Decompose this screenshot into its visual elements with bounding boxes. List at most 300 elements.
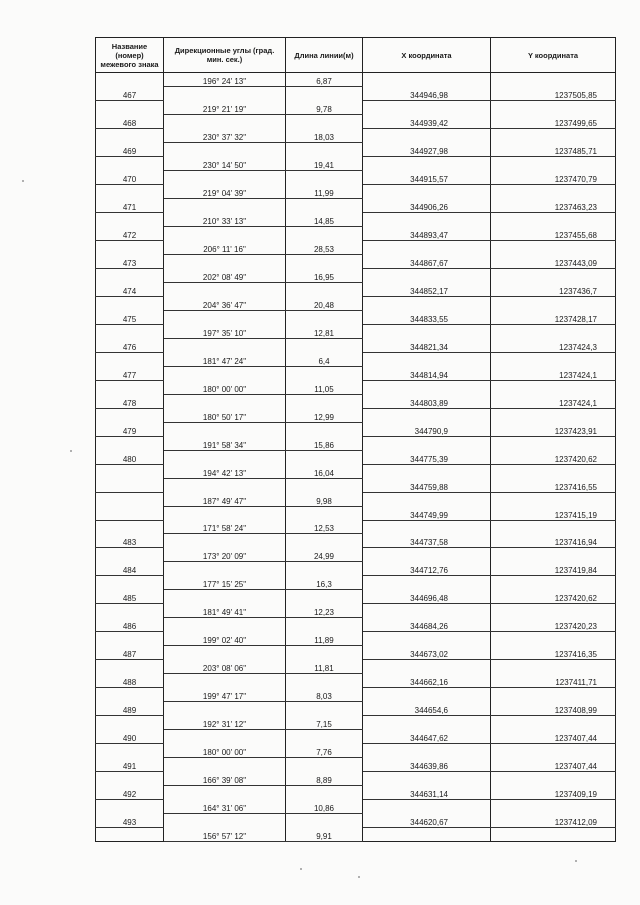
direction-angle-cell	[164, 506, 286, 520]
boundary-point-row	[96, 310, 616, 324]
table-header-row	[96, 38, 616, 73]
x-coordinate-cell: 344852,17	[363, 283, 491, 297]
line-length-cell: 6,87	[286, 73, 363, 87]
segment-row	[96, 464, 616, 478]
mark-number-cell	[96, 506, 164, 520]
y-coordinate-cell: 1237499,65	[491, 115, 616, 129]
header-y: Y координата	[491, 38, 616, 73]
line-length-cell	[286, 115, 363, 129]
mark-number-cell	[96, 744, 164, 758]
x-coordinate-cell	[363, 520, 491, 534]
direction-angle-cell: 199° 02' 40"	[164, 632, 286, 646]
x-coordinate-cell	[363, 660, 491, 674]
direction-angle-cell: 192° 31' 12"	[164, 716, 286, 730]
scan-speck	[70, 450, 72, 452]
segment-row	[96, 520, 616, 534]
x-coordinate-cell: 344759,88	[363, 478, 491, 492]
boundary-point-row	[96, 785, 616, 799]
mark-number-cell	[96, 604, 164, 618]
y-coordinate-cell	[491, 688, 616, 702]
line-length-cell	[286, 310, 363, 324]
y-coordinate-cell	[491, 771, 616, 785]
direction-angle-cell: 180° 00' 00"	[164, 380, 286, 394]
y-coordinate-cell	[491, 129, 616, 143]
direction-angle-cell	[164, 646, 286, 660]
x-coordinate-cell: 344620,67	[363, 813, 491, 827]
y-coordinate-cell: 1237423,91	[491, 422, 616, 436]
direction-angle-cell: 171° 58' 24"	[164, 520, 286, 534]
scan-speck	[575, 860, 577, 862]
line-length-cell	[286, 534, 363, 548]
direction-angle-cell: 191° 58' 34"	[164, 436, 286, 450]
direction-angle-cell	[164, 310, 286, 324]
line-length-cell: 16,95	[286, 269, 363, 283]
y-coordinate-cell	[491, 799, 616, 813]
boundary-point-row	[96, 394, 616, 408]
x-coordinate-cell: 344749,99	[363, 506, 491, 520]
boundary-point-row	[96, 283, 616, 297]
mark-number-cell: 487	[96, 646, 164, 660]
segment-row	[96, 827, 616, 841]
x-coordinate-cell	[363, 380, 491, 394]
boundary-point-row	[96, 450, 616, 464]
line-length-cell: 16,3	[286, 576, 363, 590]
line-length-cell: 7,15	[286, 716, 363, 730]
y-coordinate-cell	[491, 241, 616, 255]
y-coordinate-cell: 1237408,99	[491, 702, 616, 716]
direction-angle-cell: 197° 35' 10"	[164, 324, 286, 338]
line-length-cell	[286, 730, 363, 744]
x-coordinate-cell: 344684,26	[363, 618, 491, 632]
direction-angle-cell: 230° 14' 50"	[164, 157, 286, 171]
y-coordinate-cell: 1237463,23	[491, 199, 616, 213]
line-length-cell	[286, 646, 363, 660]
line-length-cell: 12,53	[286, 520, 363, 534]
direction-angle-cell	[164, 785, 286, 799]
line-length-cell	[286, 674, 363, 688]
line-length-cell: 10,86	[286, 799, 363, 813]
segment-row	[96, 632, 616, 646]
y-coordinate-cell: 1237485,71	[491, 143, 616, 157]
x-coordinate-cell: 344712,76	[363, 562, 491, 576]
line-length-cell: 15,86	[286, 436, 363, 450]
mark-number-cell	[96, 576, 164, 590]
y-coordinate-cell	[491, 73, 616, 87]
y-coordinate-cell: 1237436,7	[491, 283, 616, 297]
mark-number-cell	[96, 269, 164, 283]
direction-angle-cell	[164, 87, 286, 101]
mark-number-cell: 479	[96, 422, 164, 436]
segment-row	[96, 73, 616, 87]
direction-angle-cell	[164, 366, 286, 380]
boundary-point-row	[96, 618, 616, 632]
mark-number-cell	[96, 241, 164, 255]
direction-angle-cell	[164, 450, 286, 464]
mark-number-cell: 492	[96, 785, 164, 799]
segment-row	[96, 269, 616, 283]
x-coordinate-cell	[363, 269, 491, 283]
x-coordinate-cell	[363, 297, 491, 311]
y-coordinate-cell: 1237415,19	[491, 506, 616, 520]
mark-number-cell	[96, 548, 164, 562]
line-length-cell: 12,81	[286, 324, 363, 338]
segment-row	[96, 436, 616, 450]
direction-angle-cell: 203° 08' 06"	[164, 660, 286, 674]
y-coordinate-cell: 1237411,71	[491, 674, 616, 688]
y-coordinate-cell: 1237416,55	[491, 478, 616, 492]
y-coordinate-cell: 1237424,1	[491, 394, 616, 408]
y-coordinate-cell	[491, 352, 616, 366]
line-length-cell	[286, 450, 363, 464]
x-coordinate-cell	[363, 771, 491, 785]
y-coordinate-cell	[491, 576, 616, 590]
x-coordinate-cell	[363, 101, 491, 115]
boundary-point-row	[96, 143, 616, 157]
line-length-cell: 12,23	[286, 604, 363, 618]
mark-number-cell	[96, 520, 164, 534]
direction-angle-cell	[164, 590, 286, 604]
mark-number-cell: 484	[96, 562, 164, 576]
direction-angle-cell	[164, 199, 286, 213]
y-coordinate-cell	[491, 716, 616, 730]
segment-row	[96, 101, 616, 115]
mark-number-cell: 480	[96, 450, 164, 464]
x-coordinate-cell	[363, 157, 491, 171]
line-length-cell: 11,81	[286, 660, 363, 674]
segment-row	[96, 297, 616, 311]
y-coordinate-cell	[491, 436, 616, 450]
line-length-cell: 11,89	[286, 632, 363, 646]
line-length-cell: 9,91	[286, 827, 363, 841]
boundary-point-row	[96, 730, 616, 744]
y-coordinate-cell: 1237412,09	[491, 813, 616, 827]
line-length-cell: 9,78	[286, 101, 363, 115]
y-coordinate-cell: 1237409,19	[491, 785, 616, 799]
x-coordinate-cell	[363, 352, 491, 366]
x-coordinate-cell: 344946,98	[363, 87, 491, 101]
direction-angle-cell: 230° 37' 32"	[164, 129, 286, 143]
boundary-point-row	[96, 171, 616, 185]
y-coordinate-cell	[491, 632, 616, 646]
mark-number-cell	[96, 185, 164, 199]
y-coordinate-cell	[491, 157, 616, 171]
mark-number-cell: 467	[96, 87, 164, 101]
x-coordinate-cell: 344814,94	[363, 366, 491, 380]
mark-number-cell: 491	[96, 757, 164, 771]
boundary-point-row	[96, 674, 616, 688]
y-coordinate-cell	[491, 744, 616, 758]
mark-number-cell	[96, 827, 164, 841]
mark-number-cell	[96, 436, 164, 450]
mark-number-cell	[96, 352, 164, 366]
direction-angle-cell	[164, 757, 286, 771]
line-length-cell	[286, 506, 363, 520]
line-length-cell: 8,89	[286, 771, 363, 785]
x-coordinate-cell: 344673,02	[363, 646, 491, 660]
direction-angle-cell: 156° 57' 12"	[164, 827, 286, 841]
x-coordinate-cell: 344927,98	[363, 143, 491, 157]
mark-number-cell	[96, 129, 164, 143]
line-length-cell	[286, 255, 363, 269]
line-length-cell	[286, 785, 363, 799]
y-coordinate-cell: 1237407,44	[491, 757, 616, 771]
x-coordinate-cell	[363, 185, 491, 199]
segment-row	[96, 716, 616, 730]
segment-row	[96, 324, 616, 338]
boundary-point-row	[96, 255, 616, 269]
direction-angle-cell	[164, 674, 286, 688]
y-coordinate-cell	[491, 604, 616, 618]
mark-number-cell: 470	[96, 171, 164, 185]
segment-row	[96, 744, 616, 758]
line-length-cell	[286, 562, 363, 576]
x-coordinate-cell: 344939,42	[363, 115, 491, 129]
x-coordinate-cell	[363, 492, 491, 506]
boundary-coordinates-table	[95, 37, 616, 842]
direction-angle-cell	[164, 562, 286, 576]
x-coordinate-cell	[363, 632, 491, 646]
y-coordinate-cell	[491, 380, 616, 394]
y-coordinate-cell	[491, 492, 616, 506]
y-coordinate-cell: 1237470,79	[491, 171, 616, 185]
x-coordinate-cell: 344833,55	[363, 310, 491, 324]
y-coordinate-cell	[491, 660, 616, 674]
direction-angle-cell	[164, 115, 286, 129]
line-length-cell: 20,48	[286, 297, 363, 311]
mark-number-cell: 477	[96, 366, 164, 380]
y-coordinate-cell: 1237416,94	[491, 534, 616, 548]
line-length-cell	[286, 143, 363, 157]
segment-row	[96, 157, 616, 171]
mark-number-cell: 475	[96, 310, 164, 324]
direction-angle-cell: 204° 36' 47"	[164, 297, 286, 311]
mark-number-cell: 490	[96, 730, 164, 744]
x-coordinate-cell: 344639,86	[363, 757, 491, 771]
boundary-point-row	[96, 338, 616, 352]
y-coordinate-cell	[491, 101, 616, 115]
mark-number-cell: 486	[96, 618, 164, 632]
line-length-cell	[286, 422, 363, 436]
scan-speck	[300, 868, 302, 870]
line-length-cell	[286, 338, 363, 352]
boundary-point-row	[96, 115, 616, 129]
y-coordinate-cell	[491, 297, 616, 311]
line-length-cell	[286, 702, 363, 716]
x-coordinate-cell: 344647,62	[363, 730, 491, 744]
mark-number-cell	[96, 660, 164, 674]
mark-number-cell	[96, 324, 164, 338]
line-length-cell: 9,98	[286, 492, 363, 506]
segment-row	[96, 604, 616, 618]
x-coordinate-cell: 344631,14	[363, 785, 491, 799]
y-coordinate-cell: 1237505,85	[491, 87, 616, 101]
direction-angle-cell: 187° 49' 47"	[164, 492, 286, 506]
line-length-cell	[286, 618, 363, 632]
x-coordinate-cell: 344662,16	[363, 674, 491, 688]
y-coordinate-cell	[491, 827, 616, 841]
boundary-point-row	[96, 757, 616, 771]
mark-number-cell: 488	[96, 674, 164, 688]
mark-number-cell	[96, 799, 164, 813]
y-coordinate-cell	[491, 269, 616, 283]
direction-angle-cell: 173° 20' 09"	[164, 548, 286, 562]
direction-angle-cell	[164, 730, 286, 744]
y-coordinate-cell	[491, 548, 616, 562]
mark-number-cell: 476	[96, 338, 164, 352]
x-coordinate-cell: 344737,58	[363, 534, 491, 548]
x-coordinate-cell	[363, 73, 491, 87]
x-coordinate-cell	[363, 688, 491, 702]
segment-row	[96, 548, 616, 562]
segment-row	[96, 352, 616, 366]
line-length-cell: 18,03	[286, 129, 363, 143]
segment-row	[96, 492, 616, 506]
direction-angle-cell	[164, 813, 286, 827]
scan-speck	[22, 180, 24, 182]
table-body	[96, 73, 616, 842]
x-coordinate-cell	[363, 744, 491, 758]
direction-angle-cell	[164, 255, 286, 269]
direction-angle-cell: 202° 08' 49"	[164, 269, 286, 283]
boundary-point-row	[96, 366, 616, 380]
mark-number-cell: 483	[96, 534, 164, 548]
line-length-cell	[286, 171, 363, 185]
mark-number-cell	[96, 771, 164, 785]
x-coordinate-cell: 344893,47	[363, 227, 491, 241]
x-coordinate-cell	[363, 129, 491, 143]
x-coordinate-cell: 344696,48	[363, 590, 491, 604]
mark-number-cell	[96, 632, 164, 646]
line-length-cell	[286, 283, 363, 297]
x-coordinate-cell	[363, 241, 491, 255]
mark-number-cell: 474	[96, 283, 164, 297]
line-length-cell: 11,99	[286, 185, 363, 199]
y-coordinate-cell	[491, 520, 616, 534]
direction-angle-cell	[164, 478, 286, 492]
boundary-point-row	[96, 199, 616, 213]
boundary-point-row	[96, 506, 616, 520]
x-coordinate-cell: 344790,9	[363, 422, 491, 436]
boundary-point-row	[96, 478, 616, 492]
direction-angle-cell	[164, 702, 286, 716]
mark-number-cell: 473	[96, 255, 164, 269]
line-length-cell: 6,4	[286, 352, 363, 366]
line-length-cell	[286, 394, 363, 408]
x-coordinate-cell: 344906,26	[363, 199, 491, 213]
direction-angle-cell: 219° 04' 39"	[164, 185, 286, 199]
line-length-cell: 28,53	[286, 241, 363, 255]
y-coordinate-cell: 1237419,84	[491, 562, 616, 576]
line-length-cell	[286, 227, 363, 241]
y-coordinate-cell: 1237420,62	[491, 450, 616, 464]
x-coordinate-cell	[363, 799, 491, 813]
header-angle: Дирекционные углы (град. мин. сек.)	[164, 38, 286, 73]
direction-angle-cell: 196° 24' 13"	[164, 73, 286, 87]
direction-angle-cell: 181° 47' 24"	[164, 352, 286, 366]
x-coordinate-cell	[363, 408, 491, 422]
boundary-point-row	[96, 590, 616, 604]
y-coordinate-cell: 1237424,1	[491, 366, 616, 380]
segment-row	[96, 688, 616, 702]
direction-angle-cell	[164, 338, 286, 352]
line-length-cell: 7,76	[286, 744, 363, 758]
boundary-point-row	[96, 562, 616, 576]
y-coordinate-cell	[491, 408, 616, 422]
line-length-cell: 24,99	[286, 548, 363, 562]
header-length: Длина линии(м)	[286, 38, 363, 73]
mark-number-cell: 493	[96, 813, 164, 827]
direction-angle-cell	[164, 283, 286, 297]
y-coordinate-cell: 1237407,44	[491, 730, 616, 744]
mark-number-cell: 472	[96, 227, 164, 241]
direction-angle-cell: 164° 31' 06"	[164, 799, 286, 813]
mark-number-cell: 485	[96, 590, 164, 604]
y-coordinate-cell: 1237416,35	[491, 646, 616, 660]
segment-row	[96, 380, 616, 394]
y-coordinate-cell	[491, 213, 616, 227]
direction-angle-cell	[164, 143, 286, 157]
direction-angle-cell: 219° 21' 19"	[164, 101, 286, 115]
x-coordinate-cell	[363, 436, 491, 450]
line-length-cell: 16,04	[286, 464, 363, 478]
mark-number-cell	[96, 213, 164, 227]
x-coordinate-cell: 344654,6	[363, 702, 491, 716]
segment-row	[96, 129, 616, 143]
direction-angle-cell: 194° 42' 13"	[164, 464, 286, 478]
boundary-point-row	[96, 702, 616, 716]
header-x: X координата	[363, 38, 491, 73]
mark-number-cell: 489	[96, 702, 164, 716]
x-coordinate-cell: 344821,34	[363, 338, 491, 352]
y-coordinate-cell: 1237424,3	[491, 338, 616, 352]
direction-angle-cell	[164, 171, 286, 185]
mark-number-cell: 469	[96, 143, 164, 157]
x-coordinate-cell	[363, 464, 491, 478]
boundary-point-row	[96, 813, 616, 827]
y-coordinate-cell: 1237443,09	[491, 255, 616, 269]
line-length-cell	[286, 813, 363, 827]
line-length-cell	[286, 199, 363, 213]
header-mark: Название (номер) межевого знака	[96, 38, 164, 73]
mark-number-cell: 471	[96, 199, 164, 213]
mark-number-cell	[96, 380, 164, 394]
segment-row	[96, 771, 616, 785]
direction-angle-cell: 199° 47' 17"	[164, 688, 286, 702]
line-length-cell: 8,03	[286, 688, 363, 702]
x-coordinate-cell	[363, 604, 491, 618]
line-length-cell: 19,41	[286, 157, 363, 171]
direction-angle-cell	[164, 422, 286, 436]
x-coordinate-cell: 344775,39	[363, 450, 491, 464]
x-coordinate-cell: 344803,89	[363, 394, 491, 408]
direction-angle-cell: 206° 11' 16"	[164, 241, 286, 255]
direction-angle-cell: 166° 39' 08"	[164, 771, 286, 785]
line-length-cell: 14,85	[286, 213, 363, 227]
line-length-cell	[286, 757, 363, 771]
mark-number-cell	[96, 478, 164, 492]
y-coordinate-cell	[491, 324, 616, 338]
segment-row	[96, 660, 616, 674]
x-coordinate-cell	[363, 827, 491, 841]
mark-number-cell	[96, 716, 164, 730]
direction-angle-cell: 210° 33' 13"	[164, 213, 286, 227]
direction-angle-cell	[164, 394, 286, 408]
line-length-cell: 12,99	[286, 408, 363, 422]
y-coordinate-cell: 1237420,62	[491, 590, 616, 604]
direction-angle-cell	[164, 534, 286, 548]
x-coordinate-cell	[363, 213, 491, 227]
mark-number-cell: 478	[96, 394, 164, 408]
